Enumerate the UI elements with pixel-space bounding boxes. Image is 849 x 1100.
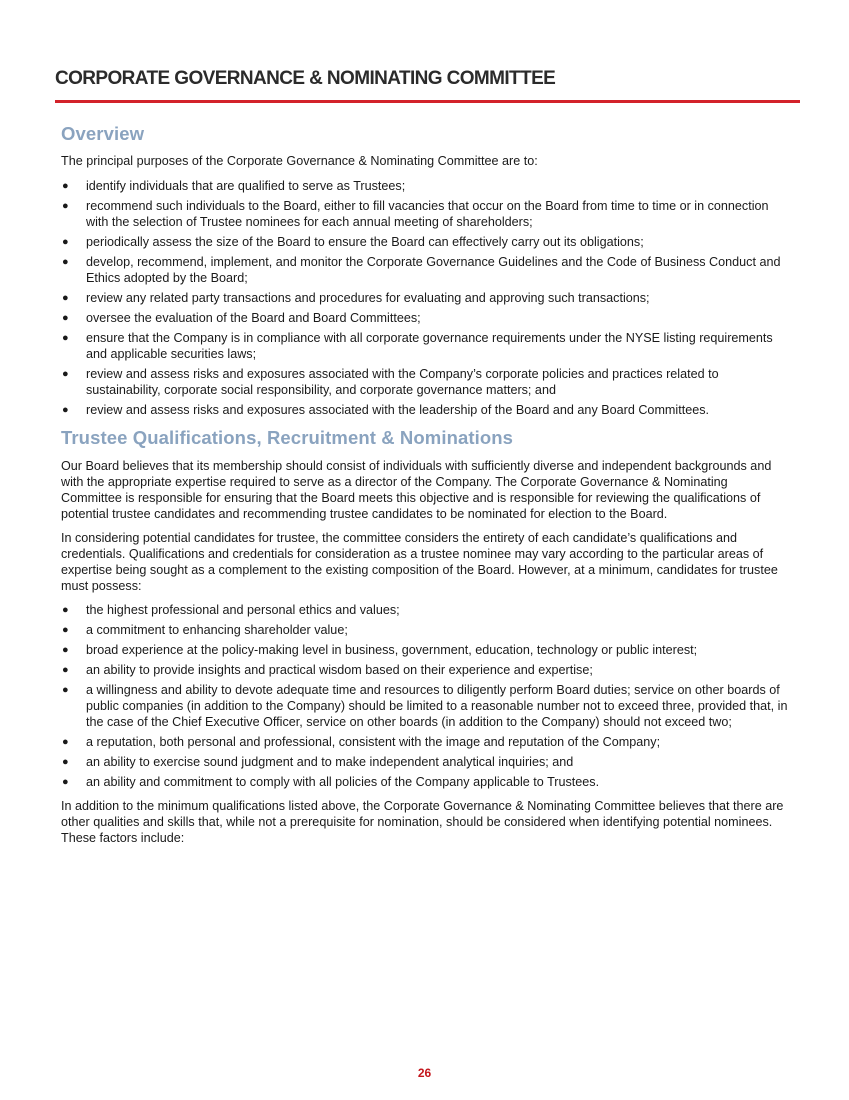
list-item: ● periodically assess the size of the Board to ensure the Board can effectively carry out its obligations; bbox=[62, 235, 644, 249]
overview-list bbox=[61, 178, 791, 418]
list-item: ● oversee the evaluation of the Board and Board Committees; bbox=[62, 311, 421, 325]
bullet-icon: ● bbox=[62, 256, 69, 268]
list-item: ● an ability and commitment to comply with all policies of the Company applicable to Trustees. bbox=[62, 775, 600, 789]
title-divider bbox=[55, 100, 800, 103]
page-content bbox=[61, 122, 791, 854]
list-item: ● the highest professional and personal ethics and values; bbox=[62, 603, 400, 617]
bullet-icon: ● bbox=[62, 776, 69, 788]
list-item: ● an ability to exercise sound judgment and to make independent analytical inquiries; and bbox=[62, 755, 574, 769]
list-item: ● an ability to provide insights and practical wisdom based on their experience and expertise; bbox=[62, 663, 593, 677]
bullet-icon: ● bbox=[62, 200, 69, 212]
list-item: ● review any related party transactions and procedures for evaluating and approving such transactions; bbox=[62, 291, 650, 305]
qualifications-list bbox=[61, 602, 791, 790]
overview-heading: Overview bbox=[61, 123, 145, 144]
bullet-icon: ● bbox=[62, 756, 69, 768]
trustee-paragraph-3: In addition to the minimum qualifications listed above, the Corporate Governance & Nominating Committee believes that there are other qualities and skills that, while not a prerequisite for nomination, should be considered when identifying potential nominees. These factors include: bbox=[61, 799, 784, 845]
page-title: CORPORATE GOVERNANCE & NOMINATING COMMITTEE bbox=[55, 68, 556, 89]
bullet-icon: ● bbox=[62, 332, 69, 344]
bullet-icon: ● bbox=[62, 624, 69, 636]
bullet-icon: ● bbox=[62, 312, 69, 324]
list-item: ● a commitment to enhancing shareholder value; bbox=[62, 623, 348, 637]
list-item: ● ensure that the Company is in compliance with all corporate governance requirements under the NYSE listing requirements and applicable securities laws; bbox=[62, 331, 773, 361]
trustee-paragraph-1: Our Board believes that its membership should consist of individuals with sufficiently diverse and independent backgrounds and with the appropriate expertise required to serve as a director of the Company. The Corporate Governance & Nominating Committee is responsible for ensuring that the Board meets this objective and is responsible for reviewing the qualifications of potential trustee candidates and recommending trustee candidates to be nominated for election to the Board. bbox=[61, 459, 772, 521]
list-item: ● review and assess risks and exposures associated with the leadership of the Board and any Board Committees. bbox=[62, 403, 710, 417]
bullet-icon: ● bbox=[62, 736, 69, 748]
bullet-icon: ● bbox=[62, 604, 69, 616]
list-item: ● broad experience at the policy-making level in business, government, education, technology or public interest; bbox=[62, 643, 698, 657]
list-item: ● review and assess risks and exposures associated with the Company’s corporate policies and practices related to sustainability, corporate social responsibility, and corporate governance matters; and bbox=[62, 367, 719, 397]
bullet-icon: ● bbox=[62, 292, 69, 304]
list-item: ● develop, recommend, implement, and monitor the Corporate Governance Guidelines and the Code of Business Conduct and Ethics adopted by the Board; bbox=[62, 255, 781, 285]
list-item: ● identify individuals that are qualified to serve as Trustees; bbox=[62, 179, 406, 193]
list-item: ● a reputation, both personal and professional, consistent with the image and reputation of the Company; bbox=[62, 735, 661, 749]
overview-intro: The principal purposes of the Corporate Governance & Nominating Committee are to: bbox=[61, 154, 538, 168]
bullet-icon: ● bbox=[62, 684, 69, 696]
bullet-icon: ● bbox=[62, 236, 69, 248]
bullet-icon: ● bbox=[62, 368, 69, 380]
list-item: ● a willingness and ability to devote adequate time and resources to diligently perform Board duties; service on other boards of public companies (in addition to the Company) should be limited to a reasonable number not to exceed three, provided that, in the case of the Chief Executive Officer, service on other boards (in addition to the Company) should not exceed two; bbox=[62, 683, 788, 729]
trustee-heading: Trustee Qualifications, Recruitment & Nominations bbox=[61, 427, 514, 448]
bullet-icon: ● bbox=[62, 404, 69, 416]
bullet-icon: ● bbox=[62, 180, 69, 192]
list-item: ● recommend such individuals to the Board, either to fill vacancies that occur on the Board from time to time or in connection with the selection of Trustee nominees for each annual meeting of shareholders; bbox=[62, 199, 769, 229]
trustee-paragraph-2: In considering potential candidates for trustee, the committee considers the entirety of each candidate’s qualifications and credentials. Qualifications and credentials for consideration as a trustee nominee may vary according to the particular areas of expertise being sought as a complement to the existing composition of the Board. However, at a minimum, candidates for trustee must possess: bbox=[61, 531, 778, 593]
bullet-icon: ● bbox=[62, 644, 69, 656]
bullet-icon: ● bbox=[62, 664, 69, 676]
page-number: 26 bbox=[417, 1066, 432, 1080]
